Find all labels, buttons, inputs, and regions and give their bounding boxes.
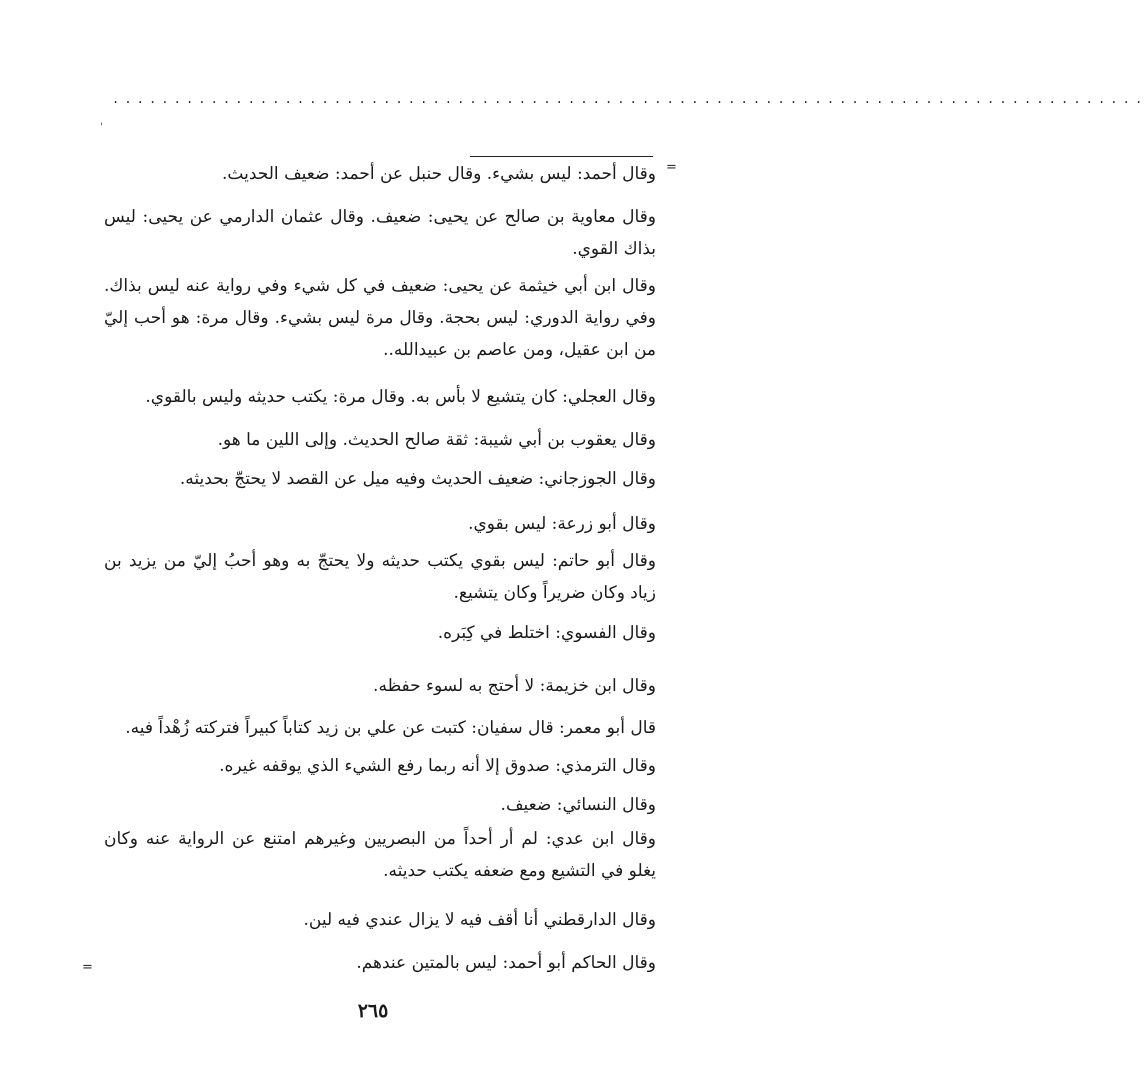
separator-line (470, 156, 653, 157)
header-dotted-rule: .................................................................................... (112, 92, 1147, 106)
paragraph: وقال الجوزجاني: ضعيف الحديث وفيه ميل عن القصد لا يحتجّ بحديثه. (179, 469, 656, 489)
margin-mark-left: = (82, 960, 93, 975)
paragraph: وقال أبو حاتم: ليس بقوي يكتب حديثه ولا يحتجّ به وهو أحبُ إليّ من يزيد بن زياد وكان ضريراً وكان يتشيع. (104, 551, 656, 603)
paragraph: وقال ابن أبي خيثمة عن يحيى: ضعيف في كل شيء وفي رواية عنه ليس بذاك. وفي رواية الدوري: ليس بحجة. وقال مرة ليس بشيء. وقال مرة: هو أحب إليّ من ابن عقيل، ومن عاصم بن عبيدالله.. (104, 276, 656, 360)
paragraph: وقال الترمذي: صدوق إلا أنه ربما رفع الشيء الذي يوقفه غيره. (219, 756, 656, 776)
paragraph: وقال أحمد: ليس بشيء. وقال حنبل عن أحمد: ضعيف الحديث. (222, 164, 656, 184)
stray-mark: ' (100, 122, 103, 133)
paragraph: وقال ابن عدي: لم أر أحداً من البصريين وغيرهم امتنع عن الرواية عنه وكان يغلو في التشيع ومع ضعفه يكتب حديثه. (104, 829, 656, 881)
paragraph: وقال الدارقطني أنا أقف فيه لا يزال عندي فيه لين. (303, 910, 656, 930)
paragraph: وقال النسائي: ضعيف. (500, 795, 656, 815)
paragraph: وقال أبو زرعة: ليس بقوي. (468, 514, 656, 534)
paragraph: وقال يعقوب بن أبي شيبة: ثقة صالح الحديث. وإلى اللين ما هو. (217, 430, 656, 450)
paragraph: وقال الحاكم أبو أحمد: ليس بالمتين عندهم. (356, 953, 656, 973)
page-number: ٢٦٥ (357, 1000, 389, 1022)
paragraph: وقال الفسوي: اختلط في كِبَره. (437, 623, 656, 643)
margin-mark-right: = (666, 160, 677, 175)
paragraph: وقال ابن خزيمة: لا أحتج به لسوء حفظه. (373, 676, 656, 696)
paragraph: وقال معاوية بن صالح عن يحيى: ضعيف. وقال عثمان الدارمي عن يحيى: ليس بذاك القوي. (104, 207, 656, 259)
paragraph: وقال العجلي: كان يتشيع لا بأس به. وقال مرة: يكتب حديثه وليس بالقوي. (145, 387, 656, 407)
paragraph: قال أبو معمر: قال سفيان: كتبت عن علي بن زيد كتاباً كبيراً فتركته زُهْداً فيه. (125, 718, 656, 738)
